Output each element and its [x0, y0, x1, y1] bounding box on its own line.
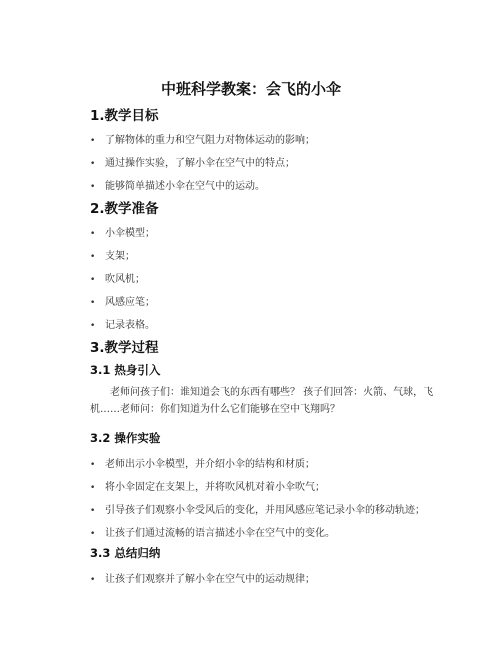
- subsection-heading-summary: 3.3 总结归纳: [90, 546, 161, 560]
- list-item: • 吹风机；: [90, 274, 145, 285]
- bullet-icon: •: [90, 321, 96, 331]
- list-item: • 让孩子们观察并了解小伞在空气中的运动规律；: [90, 574, 315, 585]
- bullet-icon: •: [90, 229, 96, 239]
- subsection-heading-experiment: 3.2 操作实验: [90, 431, 161, 445]
- section-heading-preparation: 2.教学准备: [90, 201, 159, 217]
- bullet-icon: •: [90, 575, 96, 585]
- paragraph-line: 老师问孩子们：谁知道会飞的东西有哪些？ 孩子们回答：火箭、气球，飞: [110, 387, 434, 398]
- section-heading-process: 3.教学过程: [90, 340, 159, 356]
- list-item: • 能够简单描述小伞在空气中的运动。: [90, 181, 265, 192]
- bullet-icon: •: [90, 252, 96, 262]
- bullet-icon: •: [90, 506, 96, 516]
- bullet-icon: •: [90, 136, 96, 146]
- list-item: • 支架；: [90, 251, 135, 262]
- paragraph-line: 机……老师问：你们知道为什么它们能够在空中飞翔吗？: [90, 404, 340, 415]
- bullet-icon: •: [90, 460, 96, 470]
- list-item: • 风感应笔；: [90, 297, 155, 308]
- bullet-icon: •: [90, 182, 96, 192]
- paragraph-warmup: [90, 384, 434, 418]
- bullet-icon: •: [90, 298, 96, 308]
- document-title: 中班科学教案：会飞的小伞: [160, 80, 341, 98]
- list-item: • 将小伞固定在支架上，并将吹风机对着小伞吹气；: [90, 482, 325, 493]
- list-item: • 老师出示小伞模型，并介绍小伞的结构和材质；: [90, 459, 315, 470]
- bullet-icon: •: [90, 483, 96, 493]
- subsection-heading-warmup: 3.1 热身引入: [90, 363, 161, 377]
- bullet-icon: •: [90, 275, 96, 285]
- list-item: • 通过操作实验，了解小伞在空气中的特点；: [90, 158, 295, 169]
- section-heading-objectives: 1.教学目标: [90, 108, 159, 124]
- list-item: • 让孩子们通过流畅的语言描述小伞在空气中的变化。: [90, 528, 335, 539]
- list-item: • 引导孩子们观察小伞受风后的变化，并用风感应笔记录小伞的移动轨迹；: [90, 505, 425, 516]
- bullet-icon: •: [90, 159, 96, 169]
- bullet-icon: •: [90, 529, 96, 539]
- list-item: • 记录表格。: [90, 320, 155, 331]
- list-item: • 小伞模型；: [90, 228, 155, 239]
- list-item: • 了解物体的重力和空气阻力对物体运动的影响；: [90, 135, 315, 146]
